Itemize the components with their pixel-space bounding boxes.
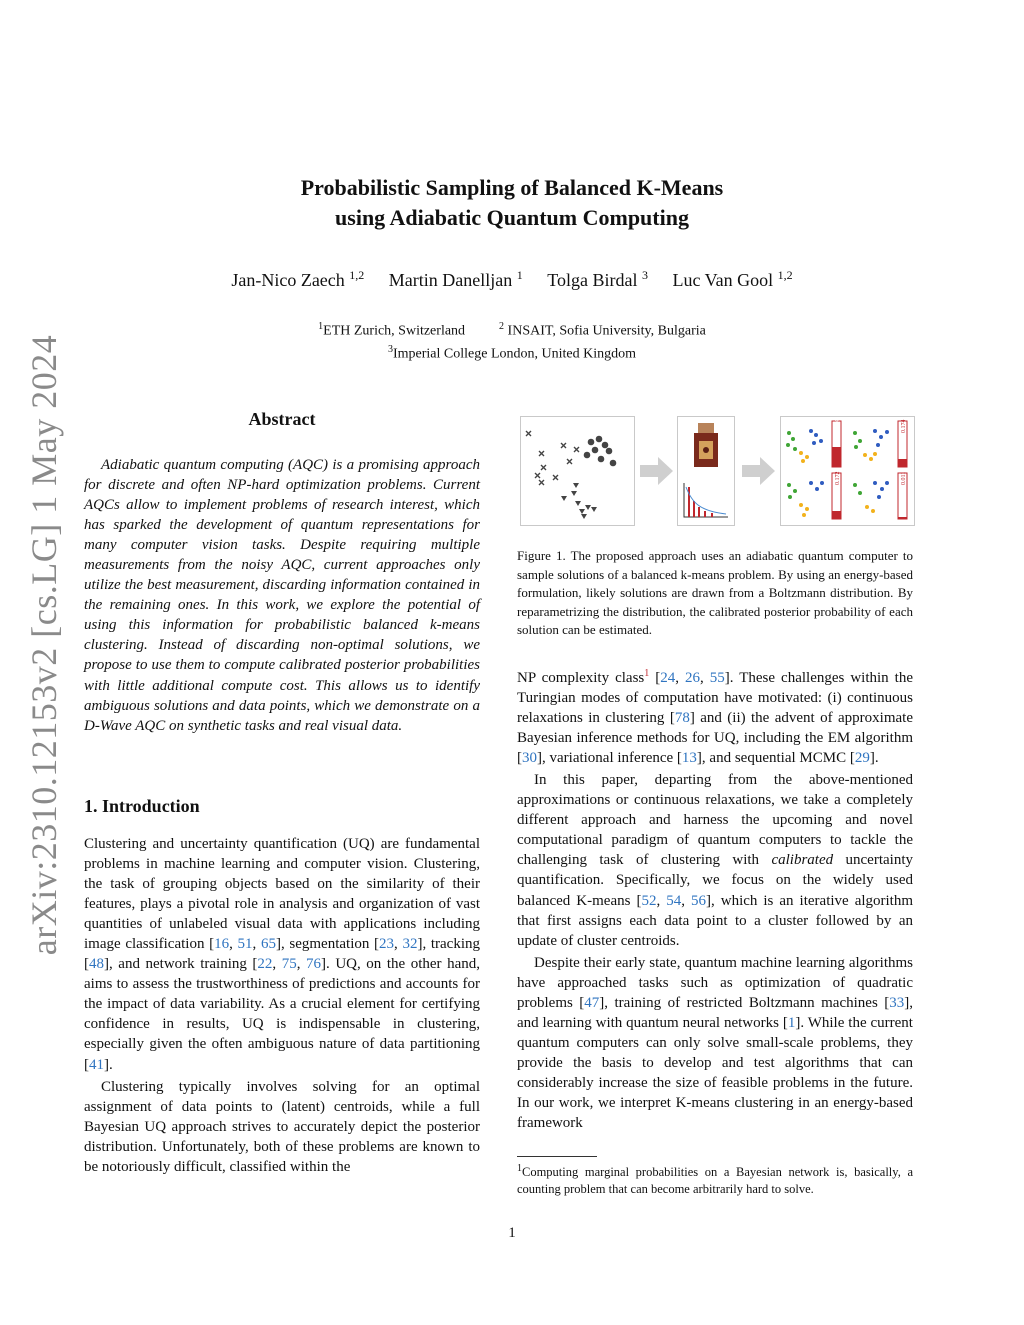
circle-markers (584, 436, 617, 467)
citation-link[interactable]: 24 (660, 670, 676, 686)
point (880, 487, 884, 491)
citation-link[interactable]: 55 (709, 670, 725, 686)
author: Luc Van Gool $^{1,2}$ (672, 268, 793, 290)
triangle-marker (591, 507, 597, 512)
solution-grid (781, 417, 914, 525)
point (799, 451, 803, 455)
title-line-1: Probabilistic Sampling of Balanced K-Means (300, 175, 724, 200)
figure-panel-quantum-annealer (677, 416, 735, 526)
point (858, 491, 862, 495)
triangle-marker (575, 501, 581, 506)
citation-link[interactable]: 13 (681, 750, 697, 767)
point (812, 441, 816, 445)
citation-link[interactable]: 65 (260, 936, 276, 953)
cluster-green (786, 431, 797, 451)
circle-marker (602, 442, 609, 449)
triangle-marker (573, 483, 579, 488)
circle-marker (584, 452, 591, 459)
citation-link[interactable]: 26 (685, 670, 701, 686)
cluster-yellow (799, 451, 809, 463)
cross-marker (535, 473, 540, 478)
intro-paragraph-1: Clustering and uncertainty quantification (UQ) are fundamental problems in machine learning and computer vision. Clustering, the task of grouping objects based on the similarity of their features, plays a pivotal role in analysis and organization of vast quantities of unlabeled visual data with applications including image classification [16, 51, 65], segmentation [23, 32], tracking [48], and network training [22, 75, 76]. UQ, on the other hand, aims to assess the trustworthiness of predictions and accounts for the impact of data variability. As a crucial element for certifying confidence in results, UQ is indispensable in clustering, especially given the often ambiguous nature of data partitioning [41]. (84, 836, 481, 1073)
cluster-blue (809, 481, 824, 491)
prob-bar-label: 0.172 (835, 471, 841, 485)
point (877, 495, 881, 499)
cross-marker (539, 451, 544, 456)
solution-plot (853, 420, 907, 468)
point (873, 452, 877, 456)
triangle-marker (585, 505, 591, 510)
author-list (0, 268, 1024, 291)
triangle-marker (581, 514, 587, 519)
citation-link[interactable]: 29 (854, 750, 870, 767)
cross-marker (539, 480, 544, 485)
abstract-body (84, 455, 480, 736)
point (786, 443, 790, 447)
chip-cap (698, 423, 714, 433)
solution-plot (786, 420, 841, 468)
point (873, 429, 877, 433)
circle-marker (606, 448, 613, 455)
introduction-body (84, 834, 480, 1177)
cluster-green (853, 431, 862, 449)
cross-marker (553, 475, 558, 480)
citation-link[interactable]: 23 (379, 936, 395, 953)
quantum-chip-illustration (678, 417, 734, 525)
point (871, 509, 875, 513)
abstract-heading: Abstract (248, 409, 316, 429)
circle-marker (610, 460, 617, 467)
cluster-blue (873, 481, 889, 499)
histogram-bar (693, 501, 695, 517)
point (869, 457, 873, 461)
citation-link[interactable]: 52 (641, 892, 657, 909)
paper-title (0, 173, 1024, 233)
cluster-blue (873, 429, 889, 447)
cross-marker (541, 465, 546, 470)
arrow-right-icon (640, 456, 674, 486)
point (788, 495, 792, 499)
chip-center (703, 447, 709, 453)
prob-bar-label: 0.404 (835, 419, 841, 433)
point (791, 437, 795, 441)
triangle-marker (561, 496, 567, 501)
point (793, 489, 797, 493)
cluster-green (787, 483, 797, 499)
cluster-yellow (865, 505, 875, 513)
point (799, 503, 803, 507)
arxiv-stamp (18, 334, 70, 956)
histogram-bar (704, 511, 706, 517)
cross-marker (567, 459, 572, 464)
point (879, 435, 883, 439)
solution-plot (853, 472, 907, 519)
citation-link[interactable]: 78 (674, 710, 690, 727)
cross-markers (526, 431, 579, 485)
citation-link[interactable]: 54 (666, 892, 682, 909)
point (787, 483, 791, 487)
right-paragraph-3: Despite their early state, quantum machine learning algorithms have approached tasks such as optimization of quadratic problems [47], training of restricted Boltzmann machines [33], and learning with quantum neural networks [1]. While the current quantum computers can only solve small-scale problems, they provide the basis to develop and test algorithms that can considerably increase the size of feasible problems in the future. In our work, we interpret K-means clustering in an energy-based framework (517, 954, 913, 1132)
author: Martin Danelljan $^1$ (388, 268, 523, 290)
cluster-blue (809, 429, 823, 445)
cross-marker (526, 431, 531, 436)
figure-panel-solutions (780, 416, 915, 526)
citation-link[interactable]: 32 (402, 936, 418, 953)
point (853, 431, 857, 435)
triangle-markers (561, 483, 597, 519)
solution-plot (787, 472, 841, 520)
page-number: 1 (508, 1225, 516, 1241)
affiliations-line-1: $^1$ETH Zurich, Switzerland $^2$ INSAIT, Sofia University, Bulgaria (318, 321, 706, 339)
citation-link[interactable]: 16 (214, 936, 230, 953)
figure-1-caption: Figure 1. The proposed approach uses an adiabatic quantum computer to sample solutions of a balanced k-means problem. By using an energy-based formulation, likely solutions are drawn from a Boltzmann distribution. By reparametrizing the distribution, the calibrated posterior probability of each solution can be estimated. (517, 548, 913, 637)
point (801, 459, 805, 463)
citation-link[interactable]: 30 (522, 750, 537, 767)
circle-marker (588, 439, 595, 446)
prob-bar-fill (898, 517, 907, 519)
right-paragraph-1: NP complexity class$^1$ [24, 26, 55]. These challenges within the Turingian modes of computation have motivated: (i) continuous relaxations in clustering [78] and (ii) the advent of approximate Bayesian inference methods for UQ, including the EM algorithm [30], variational inference [13], and sequential MCMC [29]. (517, 668, 914, 767)
title-line-2: using Adiabatic Quantum Computing (335, 205, 689, 230)
citation-link[interactable]: 56 (690, 892, 706, 909)
triangle-marker (571, 491, 577, 496)
author: Jan-Nico Zaech $^{1,2}$ (231, 268, 365, 290)
cluster-yellow (863, 452, 877, 461)
point (805, 455, 809, 459)
point (858, 439, 862, 443)
prob-bar-fill (898, 459, 907, 467)
histogram-bars (688, 487, 713, 517)
point (873, 481, 877, 485)
arxiv-id: arXiv:2310.12153v2 [cs.LG] 1 May 2024 (24, 334, 65, 956)
point (809, 429, 813, 433)
point (787, 431, 791, 435)
citation-link[interactable]: 47 (584, 994, 600, 1011)
point (853, 483, 857, 487)
footnote-marker[interactable]: 1 (644, 668, 650, 679)
right-paragraph-2: In this paper, departing from the above-mentioned approximations or continuous relaxations, we take a completely different approach and harness the upcoming and novel computational paradigm of quantum computers to tackle the challenging task of clustering with calibrated uncertainty quantification. Specifically, we focus on the widely used balanced K-means [52, 54, 56], which is an iterative algorithm that first assigns each data point to a cluster followed by an update of cluster centroids. (517, 772, 914, 949)
abstract-text: Adiabatic quantum computing (AQC) is a promising approach for discrete and often NP-hard optimization problems. Current AQCs allow to implement problems of research interest, which has sparked the development of quantum representations for many computer vision tasks. Despite requiring multiple measurements from the noisy AQC, current approaches only utilize the best measurement, discarding information contained in the remaining ones. In this work, we explore the potential of using this information for probabilistic balanced k-means clustering. Instead of discarding non-optimal solutions, we propose to use them to compute calibrated posterior probabilities with little additional compute cost. This allows us to identify ambiguous solutions and data points, which we demonstrate on a D-Wave AQC on synthetic tasks and real visual data. (84, 457, 480, 734)
input-points-plot (521, 417, 634, 525)
author: Tolga Birdal $^3$ (547, 268, 648, 290)
cross-marker (561, 443, 566, 448)
point (819, 439, 823, 443)
point (863, 453, 867, 457)
affiliations-line-2: $^3$Imperial College London, United Kingdom (387, 344, 636, 362)
circle-marker (592, 447, 599, 454)
point (814, 433, 818, 437)
histogram-bar (711, 513, 713, 517)
prob-bar-label: 0.174 (901, 419, 907, 433)
point (885, 430, 889, 434)
histogram-bar (698, 507, 700, 517)
triangle-marker (579, 509, 585, 514)
point (809, 481, 813, 485)
cluster-yellow (799, 503, 809, 517)
citation-link[interactable]: 76 (306, 956, 322, 973)
footnote-divider (517, 1156, 597, 1157)
citation-link[interactable]: 48 (89, 956, 104, 973)
point (805, 507, 809, 511)
prob-bar-fill (832, 511, 841, 519)
boltzmann-curve (686, 487, 726, 514)
point (885, 481, 889, 485)
circle-marker (596, 436, 603, 443)
cross-marker (574, 447, 579, 452)
point (876, 443, 880, 447)
figure-panel-input-points (520, 416, 635, 526)
point (802, 513, 806, 517)
section-heading-introduction: 1. Introduction (84, 796, 200, 816)
intro-paragraph-2: Clustering typically involves solving for an optimal assignment of data points to (latent) centroids, while a full Bayesian UQ approach strives to accurately depict the posterior distribution. Unfortunately, both of these problems are known to be notoriously difficult, classified within the (84, 1078, 480, 1175)
point (865, 505, 869, 509)
citation-link[interactable]: 1 (787, 1014, 796, 1031)
right-column-body (517, 664, 913, 1133)
emphasis-text: calibrated (771, 852, 834, 869)
arrow-right-icon (742, 456, 776, 486)
point (793, 447, 797, 451)
point (854, 445, 858, 449)
citation-link[interactable]: 51 (237, 936, 253, 953)
citation-link[interactable]: 41 (89, 1056, 104, 1073)
cluster-green (853, 483, 862, 495)
citation-link[interactable]: 22 (257, 956, 273, 973)
figure-1 (520, 416, 913, 526)
point (815, 487, 819, 491)
circle-marker (598, 456, 605, 463)
citation-link[interactable]: 75 (281, 956, 297, 973)
citation-link[interactable]: 33 (889, 994, 905, 1011)
prob-bar-label: 0.011 (901, 471, 907, 485)
prob-bar-fill (832, 447, 841, 467)
point (820, 481, 824, 485)
footnote: $^1$Computing marginal probabilities on a Bayesian network is, basically, a counting problem that can become arbitrarily hard to solve. (517, 1163, 913, 1197)
